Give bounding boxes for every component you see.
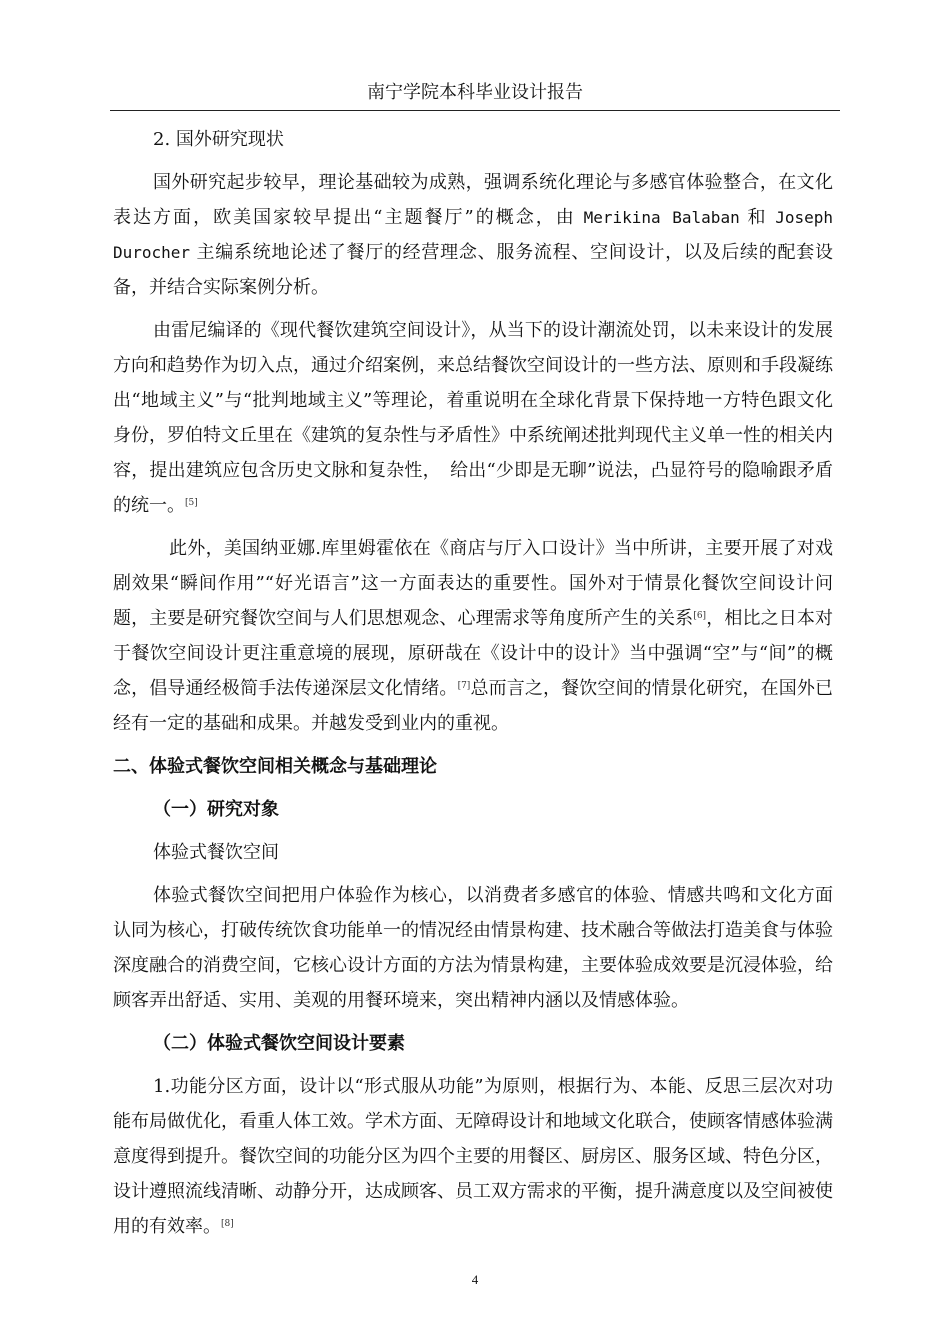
paragraph-foreign-3 xyxy=(113,531,833,741)
paragraph-text: 由雷尼编译的《现代餐饮建筑空间设计》，从当下的设计潮流处罚，以未来设计的发展方向和趋势作为切入点，通过介绍案例，来总结餐饮空间设计的一些方法、原则和手段凝练出“地域主义”与“批判地域主义”等理论，着重说明在全球化背景下保持地一方特色跟文化身份，罗伯特文丘里在《建筑的复杂性与矛盾性》中系统阐述批判现代主义单一性的相关内容，提出建筑应包含历史文脉和复杂性， 给出“少即是无聊”说法，凸显符号的隐喻跟矛盾的统一。 xyxy=(113,320,833,516)
section-heading-foreign-research: 2. 国外研究现状 xyxy=(153,129,284,150)
citation-ref: [6] xyxy=(693,611,707,621)
paragraph-text: ，相比之日本对于餐饮空间设计更注重意境的展现，原研哉在《设计中的设计》当中强调“空”与“间”的概念，倡导通经极简手法传递深层文化情绪。 xyxy=(113,608,834,699)
citation-ref: [5] xyxy=(185,498,198,508)
paragraph-experience-space: 体验式餐饮空间把用户体验作为核心，以消费者多感官的体验、情感共鸣和文化方面认同为核心，打破传统饮食功能单一的情况经由情景构建、技术融合等做法打造美食与体验深度融合的消费空间，它核心设计方面的方法为情景构建，主要体验成效要是沉浸体验，给顾客弄出舒适、实用、美观的用餐环境来，突出精神内涵以及情感体验。 xyxy=(113,885,833,1011)
paragraph-text: 此外，美国纳亚娜.库里姆霍依在《商店与厅入口设计》当中所讲，主要开展了对戏剧效果“瞬间作用”“好光语言”这一方面表达的重要性。国外对于情景化餐饮空间设计问题，主要是研究餐饮空间与人们思想观念、心理需求等角度所产生的关系 xyxy=(113,538,833,629)
paragraph-foreign-2 xyxy=(113,313,833,523)
paragraph-text: 总而言之，餐饮空间的情景化研究，在国外已经有一定的基础和成果。并越发受到业内的重视。 xyxy=(113,678,834,734)
chapter-heading: 二、体验式餐饮空间相关概念与基础理论 xyxy=(113,756,437,777)
paragraph-text: 主编系统地论述了餐厅的经营理念、服务流程、空间设计，以及后续的配套设备，并结合实际案例分析。 xyxy=(113,242,833,298)
citation-ref: [7] xyxy=(457,681,471,691)
paragraph-text: 1.功能分区方面，设计以“形式服从功能”为原则，根据行为、本能、反思三层次对功能布局做优化，看重人体工效。学术方面、无障碍设计和地域文化联合，使顾客情感体验满意度得到提升。餐饮空间的功能分区为四个主要的用餐区、厨房区、服务区域、特色分区，设计遵照流线清晰、动静分开，达成顾客、员工双方需求的平衡，提升满意度以及空间被使用的有效率。 xyxy=(113,1076,833,1237)
subsection-heading-research-object: （一）研究对象 xyxy=(153,799,279,820)
conjunction-text: 和 xyxy=(739,207,776,228)
author-names-1: Merikina Balaban xyxy=(583,208,740,227)
paragraph-foreign-1 xyxy=(113,165,833,305)
author-names-2: Joseph Durocher xyxy=(113,208,834,262)
header-title: 南宁学院本科毕业设计报告 xyxy=(367,82,583,103)
page-header xyxy=(110,78,840,111)
page-number: 4 xyxy=(471,1272,479,1287)
document-body xyxy=(113,122,833,1244)
subsection-heading-design-elements: （二）体验式餐饮空间设计要素 xyxy=(153,1033,405,1054)
paragraph-text: 国外研究起步较早，理论基础较为成熟，强调系统化理论与多感官体验整合，在文化表达方面，欧美国家较早提出“主题餐厅”的概念，由 xyxy=(113,172,833,228)
subsection-label: 体验式餐饮空间 xyxy=(153,842,279,863)
citation-ref: [8] xyxy=(221,1219,234,1229)
paragraph-functional-zoning xyxy=(113,1069,833,1244)
